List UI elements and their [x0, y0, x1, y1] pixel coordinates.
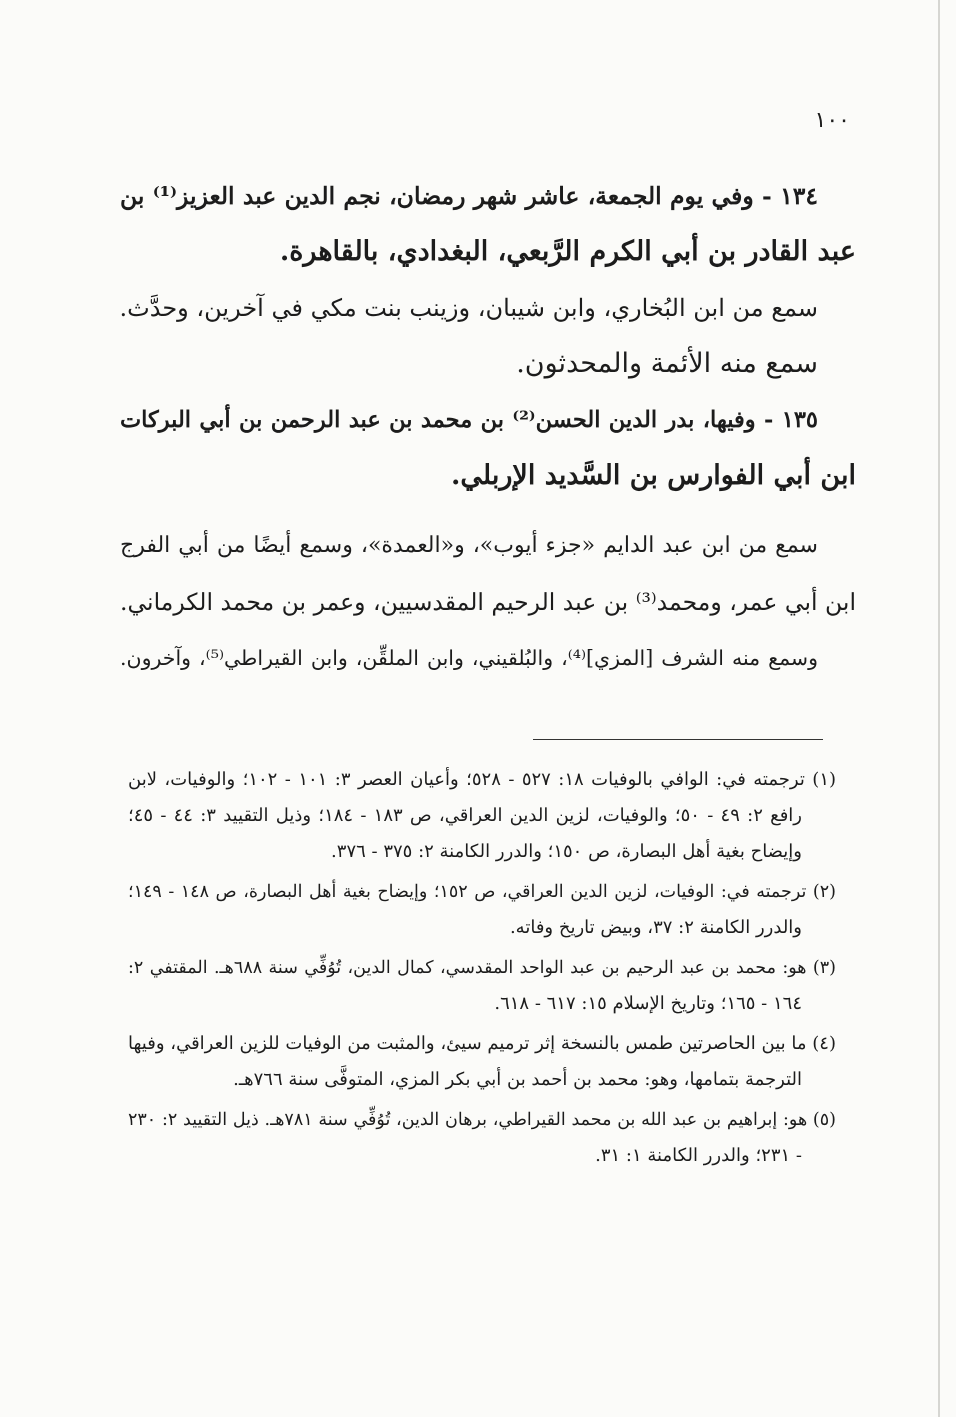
page-edge [938, 0, 940, 1417]
main-text [120, 168, 856, 686]
footnotes [128, 762, 836, 1174]
footnote-1-line: رافع ٢: ٤٩ - ٥٠؛ والوفيات، لزين الدين العراقي، ص ١٨٣ - ١٨٤؛ وذيل التقييد ٣: ٤٤ - ٤٥؛ [128, 805, 802, 826]
footnote-5-line: (٥) هو: إبراهيم بن عبد الله بن محمد القيراطي، برهان الدين، تُوُفِّي سنة ٧٨١هـ. ذيل التقييد ٢: ٢٣٠ [128, 1110, 836, 1130]
footnote-1-line: (١) ترجمته في: الوافي بالوفيات ١٨: ٥٢٧ - ٥٢٨؛ وأعيان العصر ٣: ١٠١ - ١٠٢؛ والوفيات، لابن [128, 769, 836, 790]
footnote-3-line: (٣) هو: محمد بن عبد الرحيم بن عبد الواحد المقدسي، كمال الدين، تُوُفِّي سنة ٦٨٨هـ. المقتفي ٢: [128, 958, 836, 978]
footnote-4-line: الترجمة بتمامها، وهو: محمد بن أحمد بن أبي بكر المزي، المتوفَّى سنة ٧٦٦هـ. [233, 1069, 802, 1090]
footnote-4-line: (٤) ما بين الحاصرتين طمس بالنسخة إثر ترميم سيئ، والمثبت من الوفيات للزين العراقي، وفيها [128, 1033, 836, 1054]
entry-134-text-line: سمع منه الأئمة والمحدثون. [516, 348, 818, 379]
entry-135-text-line: سمع من ابن عبد الدايم «جزء أيوب»، و«العمدة»، وسمع أيضًا من أبي الفرج [120, 533, 818, 558]
entry-134-text-line: سمع من ابن البُخاري، وابن شيبان، وزينب بنت مكي في آخرين، وحدَّث. [120, 294, 818, 322]
footnote-3-line: ١٦٤ - ١٦٥؛ وتاريخ الإسلام ١٥: ٦١٧ - ٦١٨. [494, 993, 802, 1014]
footnote-1-line: وإيضاح بغية أهل البصارة، ص ١٥٠؛ والدرر الكامنة ٢: ٣٧٥ - ٣٧٦. [331, 841, 802, 862]
entry-135-text-line: وسمع منه الشرف [المزي]⁽⁴⁾، والبُلقيني، وابن الملقِّن، وابن القيراطي⁽⁵⁾، وآخرون. [120, 646, 818, 670]
footnote-2-line: والدرر الكامنة ٢: ٣٧، وبيض تاريخ وفاته. [509, 917, 802, 938]
footnote-2-line: (٢) ترجمته في: الوفيات، لزين الدين العراقي، ص ١٥٢؛ وإيضاح بغية أهل البصارة، ص ١٤٨ - ١٤٩؛ [128, 882, 836, 902]
entry-134-heading-line-2: عبد القادر بن أبي الكرم الرَّبعي، البغدادي، بالقاهرة. [279, 236, 856, 267]
footnote-divider [533, 739, 823, 740]
entry-135-heading-line-2: ابن أبي الفوارس بن السَّديد الإربلي. [451, 460, 856, 491]
entry-135-heading-line-1: ١٣٥ - وفيها، بدر الدين الحسن⁽²⁾ بن محمد بن عبد الرحمن بن أبي البركات [120, 407, 818, 433]
page-number: ١٠٠ [814, 108, 850, 133]
entry-135-text-line: ابن أبي عمر، ومحمد⁽³⁾ بن عبد الرحيم المقدسيين، وعمر بن محمد الكرماني. [120, 588, 856, 616]
footnote-5-line: - ٢٣١؛ والدرر الكامنة ١: ٣١. [595, 1145, 802, 1166]
entry-134-heading-line-1: ١٣٤ - وفي يوم الجمعة، عاشر شهر رمضان، نجم الدين عبد العزيز⁽¹⁾ بن [120, 182, 818, 210]
